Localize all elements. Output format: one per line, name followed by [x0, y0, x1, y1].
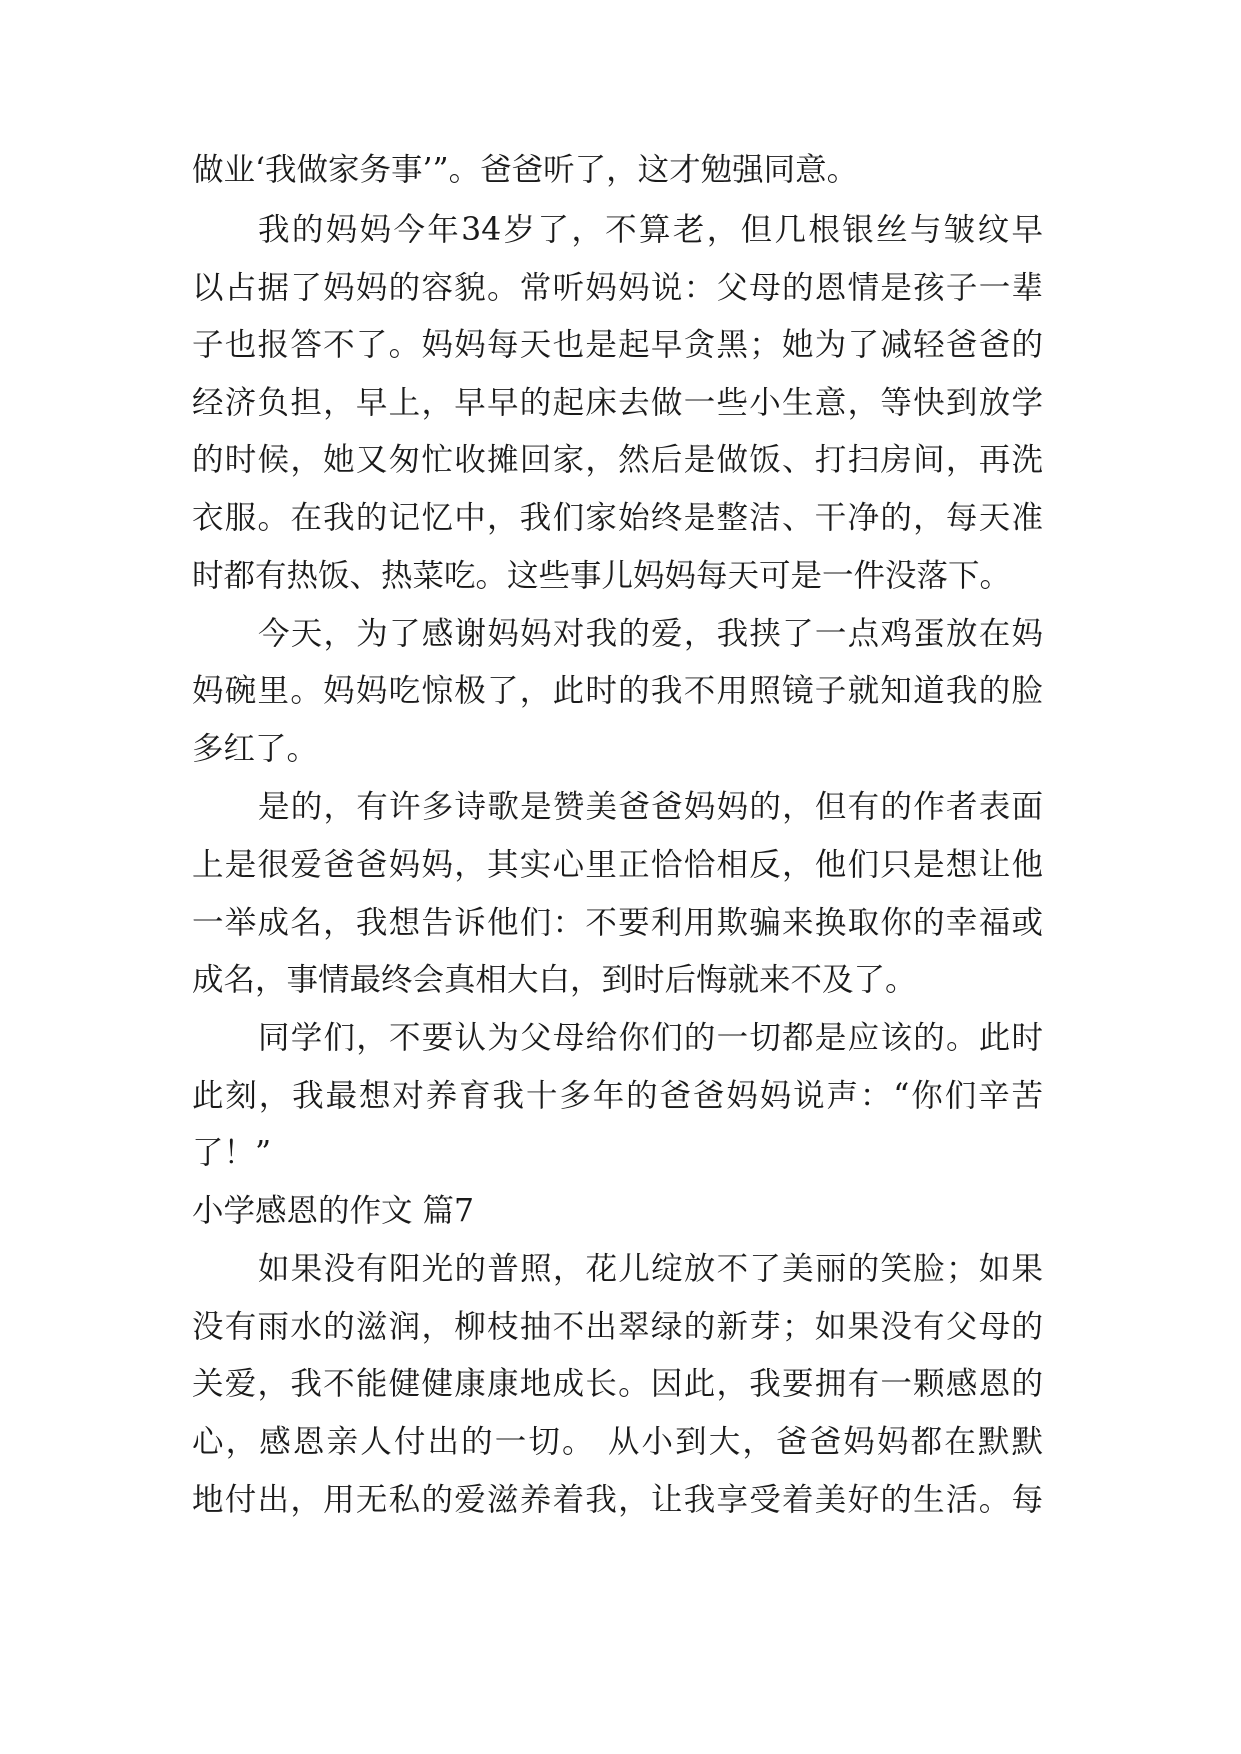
text-line: 上是很爱爸爸妈妈，其实心里正恰恰相反，他们只是想让他: [192, 847, 1043, 883]
text-line: 多红了。: [192, 731, 319, 767]
text-line: 地付出，用无私的爱滋养着我，让我享受着美好的生活。每: [192, 1482, 1043, 1518]
text-line: 关爱，我不能健健康康地成长。因此，我要拥有一颗感恩的: [192, 1366, 1043, 1402]
text-line: 经济负担，早上，早早的起床去做一些小生意，等快到放学: [192, 385, 1043, 421]
paragraph-start-line: 我的妈妈今年34岁了，不算老，但几根银丝与皱纹早: [258, 212, 1043, 248]
paragraph-start-line: 是的，有许多诗歌是赞美爸爸妈妈的，但有的作者表面: [258, 789, 1043, 825]
paragraph-start-line: 今天，为了感谢妈妈对我的爱，我挟了一点鸡蛋放在妈: [258, 616, 1043, 652]
text-line: 此刻，我最想对养育我十多年的爸爸妈妈说声：“你们辛苦: [192, 1078, 1043, 1114]
text-line: 妈碗里。妈妈吃惊极了，此时的我不用照镜子就知道我的脸: [192, 673, 1043, 709]
text-line: 时都有热饭、热菜吃。这些事儿妈妈每天可是一件没落下。: [192, 558, 1012, 594]
text-line: 了！”: [192, 1135, 272, 1171]
text-line: 做业‘我做家务事’”。爸爸听了，这才勉强同意。: [192, 152, 859, 188]
paragraph-start-line: 如果没有阳光的普照，花儿绽放不了美丽的笑脸；如果: [258, 1251, 1043, 1287]
paragraph-start-line: 同学们，不要认为父母给你们的一切都是应该的。此时: [258, 1020, 1043, 1056]
text-line: 成名，事情最终会真相大白，到时后悔就来不及了。: [192, 962, 917, 998]
text-line: 的时候，她又匆忙收摊回家，然后是做饭、打扫房间，再洗: [192, 442, 1043, 478]
section-heading: 小学感恩的作文 篇7: [192, 1193, 475, 1229]
text-line: 子也报答不了。妈妈每天也是起早贪黑；她为了减轻爸爸的: [192, 327, 1043, 363]
text-line: 一举成名，我想告诉他们：不要利用欺骗来换取你的幸福或: [192, 905, 1043, 941]
text-line: 没有雨水的滋润，柳枝抽不出翠绿的新芽；如果没有父母的: [192, 1309, 1043, 1345]
text-line: 衣服。在我的记忆中，我们家始终是整洁、干净的，每天准: [192, 500, 1043, 536]
text-line: 以占据了妈妈的容貌。常听妈妈说：父母的恩情是孩子一辈: [192, 270, 1043, 306]
text-line: 心，感恩亲人付出的一切。 从小到大，爸爸妈妈都在默默: [192, 1424, 1043, 1460]
